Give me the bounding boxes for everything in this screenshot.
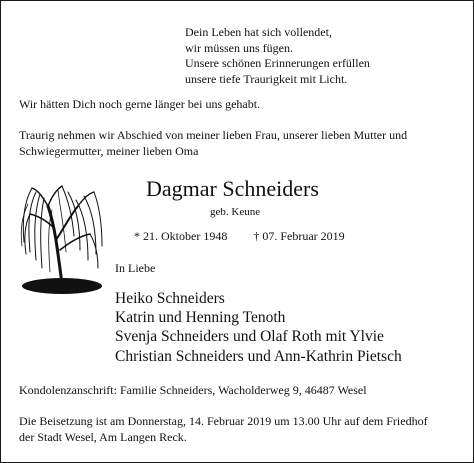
birth-date: * 21. Oktober 1948 bbox=[134, 229, 228, 243]
mourner-line: Heiko Schneiders bbox=[115, 290, 225, 307]
intro-text: Wir hätten Dich noch gerne länger bei uns gehabt. bbox=[19, 97, 261, 111]
maiden-name: geb. Keune bbox=[210, 206, 261, 218]
condolence-address: Kondolenzanschrift: Familie Schneiders, Wacholderweg 9, 46487 Wesel bbox=[19, 383, 367, 397]
mourner-line: Christian Schneiders und Ann-Kathrin Pietsch bbox=[115, 347, 402, 365]
mourning-line: Schwiegermutter, meiner lieben Oma bbox=[19, 144, 199, 158]
funeral-line: Die Beisetzung ist am Donnerstag, 14. Februar 2019 um 13.00 Uhr auf dem Friedhof bbox=[19, 414, 428, 428]
mourners-list bbox=[115, 289, 402, 366]
deceased-name: Dagmar Schneiders bbox=[146, 176, 319, 201]
funeral-line: der Stadt Wesel, Am Langen Reck. bbox=[19, 430, 187, 444]
poem-line: Dein Leben hat sich vollendet, bbox=[185, 25, 332, 39]
life-dates bbox=[134, 230, 345, 242]
mourner-line: Svenja Schneiders und Olaf Roth mit Ylvie bbox=[115, 328, 384, 346]
weeping-willow-tree-icon bbox=[18, 180, 106, 300]
poem-line: wir müssen uns fügen. bbox=[185, 40, 293, 55]
poem-line: unsere tiefe Traurigkeit mit Licht. bbox=[185, 71, 348, 86]
in-love-text: In Liebe bbox=[115, 261, 156, 275]
mourner-line: Katrin und Henning Tenoth bbox=[115, 309, 286, 327]
poem bbox=[185, 25, 370, 87]
death-date: † 07. Februar 2019 bbox=[253, 229, 345, 243]
mourning-line: Traurig nehmen wir Abschied von meiner lieben Frau, unserer lieben Mutter und bbox=[19, 128, 408, 142]
poem-line: Unsere schönen Erinnerungen erfüllen bbox=[185, 56, 370, 71]
